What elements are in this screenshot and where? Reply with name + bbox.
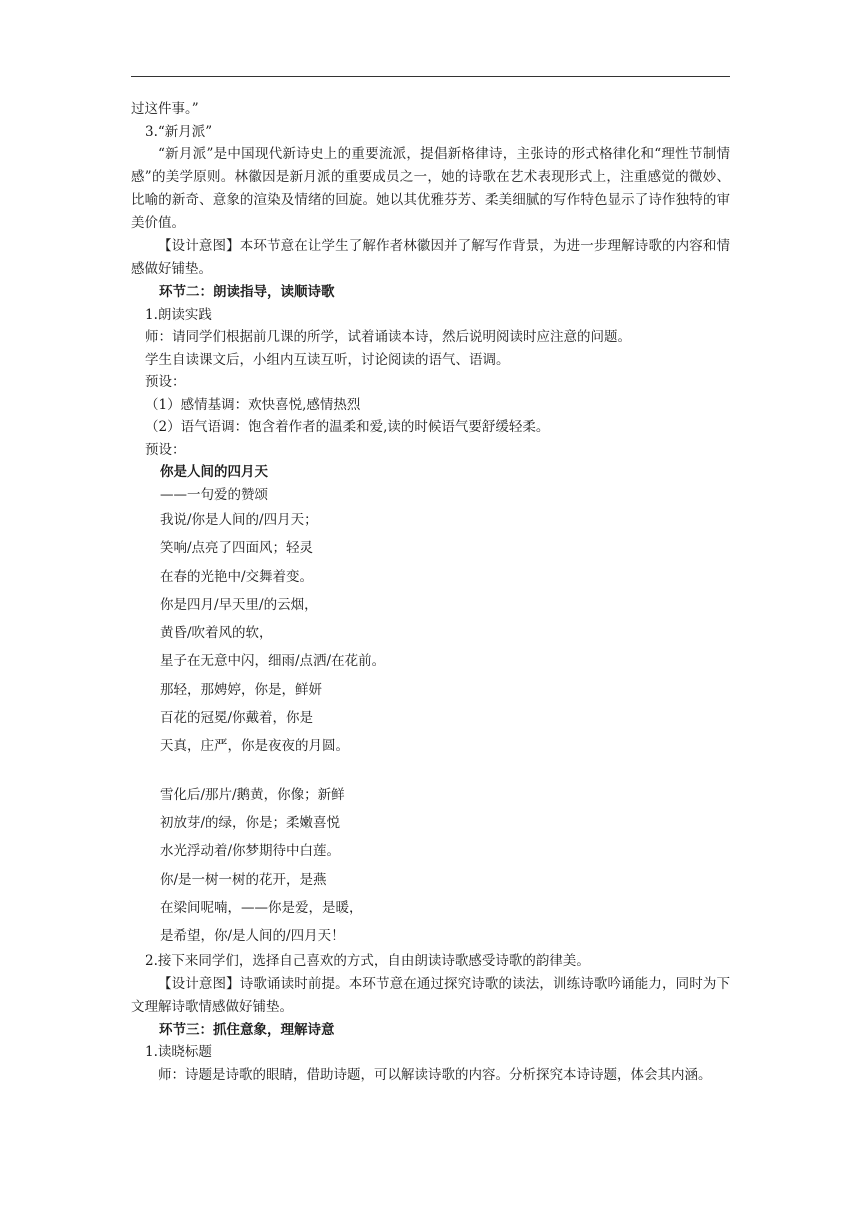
document-body: [131, 98, 730, 1087]
sub-heading: 1.朗读实践: [145, 306, 212, 323]
poem-line: 星子在无意中闪，细雨/点洒/在花前。: [160, 653, 386, 670]
section-heading: 3.“新月派”: [145, 123, 213, 140]
poem-line: 我说/你是人间的/四月天；: [160, 512, 318, 528]
poem-subtitle: ——一句爱的赞颂: [160, 486, 268, 503]
paragraph-new-moon-school: “新月派”是中国现代新诗史上的重要流派，提倡新格律诗，主张诗的形式格律化和“理性节制情感”的美学原则。林徽因是新月派的重要成员之一，她的诗歌在艺术表现形式上，注重感觉的微妙、比喻的新奇、意象的渲染及情绪的回旋。她以其优雅芬芳、柔美细腻的写作特色显示了诗作独特的审美价值。: [131, 146, 730, 231]
stanza-gap: [131, 761, 730, 781]
section-heading-part3: 环节三：抓住意象，理解诗意: [159, 1021, 335, 1038]
design-intent-paragraph: 【设计意图】诗歌诵读时前提。本环节意在通过探究诗歌的读法，训练诗歌吟诵能力，同时为下文理解诗歌情感做好铺垫。: [131, 975, 730, 1015]
poem-line: 在梁间呢喃，——你是爱，是暖，: [160, 899, 363, 916]
text-line: 2.接下来同学们，选择自己喜欢的方式，自由朗读诗歌感受诗歌的韵律美。: [145, 953, 590, 970]
poem-title: 你是人间的四月天: [160, 464, 268, 480]
text-line: （1）感情基调：欢快喜悦,感情热烈: [145, 396, 361, 413]
design-intent-paragraph: 【设计意图】本环节意在让学生了解作者林徽因并了解写作背景，为进一步理解诗歌的内容和情感做好铺垫。: [131, 238, 730, 277]
sub-heading: 1.读晓标题: [145, 1044, 212, 1061]
header-rule: [131, 76, 730, 77]
poem-line: 黄昏/吹着风的软，: [160, 625, 273, 642]
poem-line: 是希望，你/是人间的/四月天！: [160, 928, 345, 945]
poem-body: [131, 506, 730, 950]
text-line: 过这件事。”: [131, 101, 199, 117]
poem-line: 那轻，那娉婷，你是，鲜妍: [160, 681, 322, 698]
poem-line: 你是四月/早天里/的云烟，: [160, 596, 318, 613]
text-line: （2）语气语调：饱含着作者的温柔和爱,读的时候语气要舒缓轻柔。: [145, 419, 550, 435]
text-line: 学生自读课文后，小组内互读互听，讨论阅读的语气、语调。: [145, 351, 510, 368]
poem-line: 百花的冠冕/你戴着，你是: [160, 710, 314, 727]
poem-line: 在春的光艳中/交舞着变。: [160, 568, 314, 585]
poem-line: 你/是一树一树的花开，是燕: [160, 871, 327, 888]
section-heading-part2: 环节二：朗读指导，读顺诗歌: [159, 284, 335, 300]
poem-line: 天真，庄严，你是夜夜的月圆。: [160, 738, 349, 755]
poem-line: 雪化后/那片/鹅黄，你像；新鲜: [160, 786, 345, 803]
text-line: 预设：: [145, 441, 186, 458]
text-line: 预设：: [145, 374, 186, 390]
poem-line: 初放芽/的绿，你是；柔嫩喜悦: [160, 814, 341, 831]
poem-line: 水光浮动着/你梦期待中白莲。: [160, 843, 341, 860]
poem-line: 笑响/点亮了四面风；轻灵: [160, 540, 314, 557]
paragraph-teacher: 师：诗题是诗歌的眼睛，借助诗题，可以解读诗歌的内容。分析探究本诗诗题，体会其内涵。: [158, 1066, 712, 1083]
text-line: 师：请同学们根据前几课的所学，试着诵读本诗，然后说明阅读时应注意的问题。: [145, 329, 631, 345]
